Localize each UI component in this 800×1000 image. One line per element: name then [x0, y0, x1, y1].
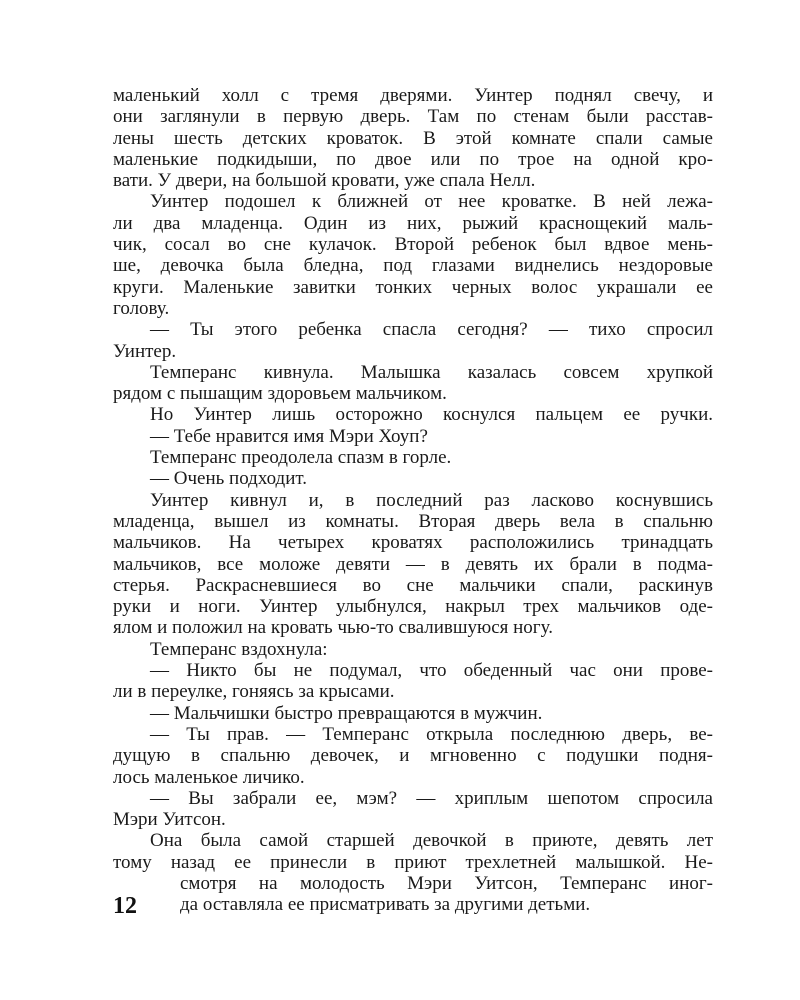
text-line: маленький холл с тремя дверями. Уинтер поднял свечу, и [113, 85, 713, 106]
text-line: ше, девочка была бледна, под глазами виднелись нездоровые [113, 255, 713, 277]
text-line: голову. [113, 297, 170, 319]
text-line: маленькие подкидыши, по двое или по трое на одной кро- [113, 148, 713, 170]
text-line: — Ты прав. — Темперанс открыла последнюю дверь, ве- [150, 723, 713, 745]
text-line: мальчиков, все моложе девяти — в девять их брали в подма- [113, 553, 713, 575]
text-line: лены шесть детских кроваток. В этой комнате спали самые [113, 127, 713, 149]
body-text [113, 85, 713, 916]
text-line: Но Уинтер лишь осторожно коснулся пальцем ее ручки. [150, 404, 713, 426]
text-line: они заглянули в первую дверь. Там по стенам были расстав- [113, 106, 713, 128]
text-line: лось маленькое личико. [113, 766, 305, 788]
text-line: Темперанс вздохнула: [150, 638, 328, 660]
text-line: Мэри Уитсон. [113, 809, 226, 831]
text-line: Уинтер. [113, 340, 177, 362]
text-line: рядом с пышащим здоровьем мальчиком. [113, 383, 447, 405]
text-line: стерья. Раскрасневшиеся во сне мальчики спали, раскинув [113, 574, 713, 596]
text-line: — Никто бы не подумал, что обеденный час они прове- [150, 660, 713, 682]
text-line: Темперанс кивнула. Малышка казалась совсем хрупкой [150, 361, 713, 383]
text-line: — Очень подходит. [150, 468, 308, 490]
text-line: Она была самой старшей девочкой в приюте, девять лет [150, 830, 713, 852]
text-line: ялом и положил на кровать чью-то свалившуюся ногу. [113, 617, 553, 639]
text-line: руки и ноги. Уинтер улыбнулся, накрыл трех мальчиков оде- [113, 596, 713, 618]
text-line: Темперанс преодолела спазм в горле. [150, 447, 452, 469]
text-line: младенца, вышел из комнаты. Вторая дверь вела в спальню [113, 510, 713, 532]
text-line: мальчиков. На четырех кроватях расположились тринадцать [113, 532, 713, 554]
text-line: — Вы забрали ее, мэм? — хриплым шепотом спросила [150, 787, 713, 809]
text-line: тому назад ее принесли в приют трехлетней малышкой. Не- [113, 851, 713, 873]
text-line: вати. У двери, на большой кровати, уже спала Нелл. [113, 170, 536, 192]
page-number: 12 [113, 893, 137, 919]
text-line: да оставляла ее присматривать за другими детьми. [180, 894, 591, 916]
text-line: дущую в спальню девочек, и мгновенно с подушки подня- [113, 745, 713, 767]
text-line: смотря на молодость Мэри Уитсон, Темперанс иног- [180, 872, 713, 894]
text-line: круги. Маленькие завитки тонких черных волос украшали ее [113, 276, 713, 298]
text-line: Уинтер подошел к ближней от нее кроватке. В ней лежа- [150, 191, 713, 213]
text-line: — Мальчишки быстро превращаются в мужчин. [150, 702, 543, 724]
text-line: Уинтер кивнул и, в последний раз ласково коснувшись [150, 489, 713, 511]
text-line: ли два младенца. Один из них, рыжий краснощекий маль- [113, 212, 713, 234]
text-line: — Ты этого ребенка спасла сегодня? — тихо спросил [150, 319, 713, 341]
text-line: чик, сосал во сне кулачок. Второй ребенок был вдвое мень- [113, 234, 713, 256]
text-line: — Тебе нравится имя Мэри Хоуп? [150, 425, 428, 447]
text-line: ли в переулке, гоняясь за крысами. [113, 681, 395, 703]
